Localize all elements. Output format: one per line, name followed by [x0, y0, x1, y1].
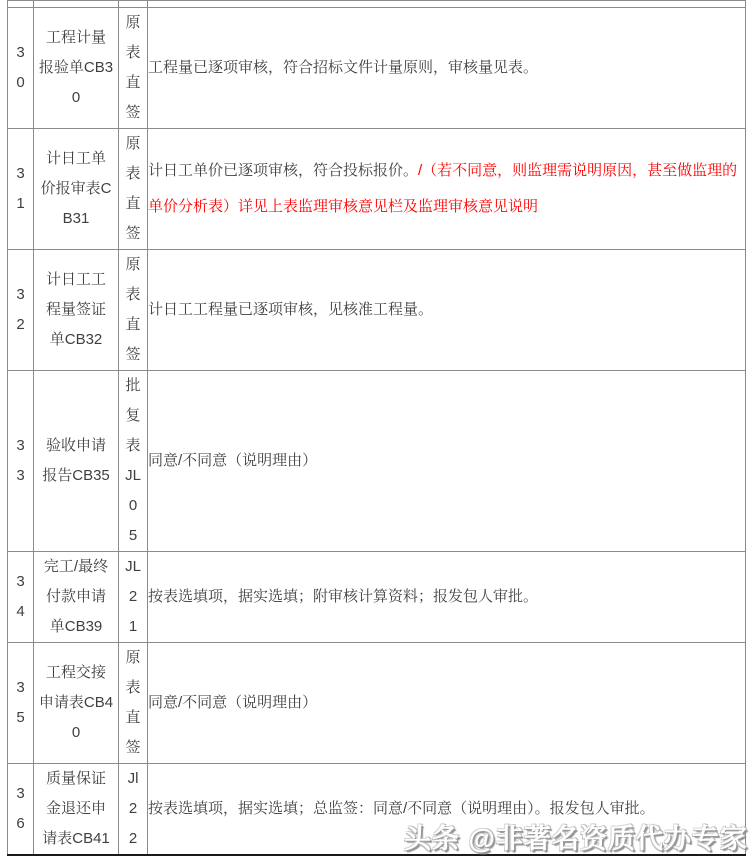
row-number-cell	[8, 8, 34, 129]
sign-type-line: 原	[125, 649, 141, 666]
sign-type-line: 签	[125, 104, 141, 121]
row-number-cell	[8, 764, 34, 856]
sign-type-line: 直	[125, 195, 141, 212]
review-comment-text: 同意/不同意（说明理由）	[148, 694, 318, 711]
sign-type-line: 原	[125, 256, 141, 273]
sign-type-line: 复	[125, 407, 141, 424]
form-name-line: 申请表CB4	[38, 694, 114, 711]
sign-type-line: 直	[125, 74, 141, 91]
sign-type-line: 表	[125, 437, 141, 454]
sign-type-line: 原	[125, 14, 141, 31]
form-name-cell	[34, 371, 119, 552]
sign-type-cell	[119, 764, 148, 856]
form-name-line: 价报审表C	[40, 180, 112, 197]
row-number-line: 4	[16, 603, 25, 620]
sign-type-line: 5	[128, 527, 138, 544]
sign-type-line: 原	[125, 135, 141, 152]
form-review-table	[7, 0, 746, 856]
row-number-line: 3	[16, 44, 25, 61]
row-number-line: 6	[16, 815, 25, 832]
review-comment-text: 按表选填项，据实选填；附审核计算资料；报发包人审批。	[148, 588, 539, 605]
sign-type-cell	[119, 371, 148, 552]
form-name-line: 工程交接	[45, 664, 106, 681]
sign-type-line: 0	[128, 497, 138, 514]
sign-type-line: 表	[125, 679, 141, 696]
form-name-cell	[34, 250, 119, 371]
form-name-line: 付款申请	[45, 588, 106, 605]
sign-type-line: 直	[125, 316, 141, 333]
form-name-line: 单CB39	[49, 618, 103, 635]
row-number-line: 2	[16, 316, 25, 333]
sign-type-line: 表	[125, 165, 141, 182]
empty-cell	[119, 1, 148, 8]
sign-type-line: 1	[128, 618, 138, 635]
review-comment-cell	[148, 371, 746, 552]
table-row	[8, 250, 746, 371]
sign-type-cell	[119, 250, 148, 371]
sign-type-line: Jl	[127, 770, 139, 787]
row-number-cell	[8, 250, 34, 371]
form-name-cell	[34, 552, 119, 643]
row-number-cell	[8, 129, 34, 250]
review-comment-red-text: /（若不同意，则监理需说明原因，甚至做监理的单价分析表）详见上表监理审核意见栏及监理审核意见说明	[148, 162, 738, 215]
sign-type-line: 签	[125, 346, 141, 363]
empty-cell	[8, 1, 34, 8]
review-comment-cell	[148, 552, 746, 643]
form-name-cell	[34, 8, 119, 129]
review-comment-text: 按表选填项，据实选填；总监签：同意/不同意（说明理由）。报发包人审批。	[148, 800, 655, 817]
form-name-line: 工程计量	[45, 29, 106, 46]
sign-type-line: 2	[128, 830, 138, 847]
form-name-line: 单CB32	[49, 331, 103, 348]
watermark	[404, 817, 748, 856]
table-row	[8, 8, 746, 129]
table-row	[8, 129, 746, 250]
row-number-line: 5	[16, 709, 25, 726]
row-number-line: 0	[16, 74, 25, 91]
empty-cell	[148, 1, 746, 8]
review-comment-text: 计日工工程量已逐项审核，见核准工程量。	[148, 301, 434, 318]
form-name-line: 请表CB41	[42, 830, 110, 847]
row-number-line: 3	[16, 286, 25, 303]
row-number-line: 3	[16, 679, 25, 696]
form-name-line: 计日工工	[45, 271, 106, 288]
table-row	[8, 643, 746, 764]
table-row-continued	[8, 1, 746, 8]
table-row	[8, 552, 746, 643]
sign-type-line: 批	[125, 377, 141, 394]
sign-type-line: 直	[125, 709, 141, 726]
sign-type-cell	[119, 129, 148, 250]
sign-type-line: JL	[125, 467, 141, 484]
sign-type-line: 2	[128, 588, 138, 605]
form-name-line: 质量保证	[45, 770, 106, 787]
review-comment-text: 同意/不同意（说明理由）	[148, 452, 318, 469]
sign-type-cell	[119, 8, 148, 129]
review-comment-text: 计日工单价已逐项审核，符合投标报价。	[148, 162, 419, 179]
form-name-line: 完工/最终	[43, 558, 109, 575]
form-name-cell	[34, 764, 119, 856]
row-number-cell	[8, 552, 34, 643]
sign-type-line: 表	[125, 44, 141, 61]
form-name-line: 金退还申	[45, 800, 106, 817]
form-name-line: 0	[71, 724, 81, 741]
review-comment-cell	[148, 8, 746, 129]
sign-type-cell	[119, 552, 148, 643]
row-number-line: 3	[16, 165, 25, 182]
sign-type-line: 2	[128, 800, 138, 817]
form-name-line: 0	[71, 89, 81, 106]
sign-type-line: 签	[125, 739, 141, 756]
review-comment-cell	[148, 643, 746, 764]
sign-type-line: 表	[125, 286, 141, 303]
sign-type-line: 签	[125, 225, 141, 242]
form-name-line: 程量签证	[45, 301, 106, 318]
sign-type-line: JL	[125, 558, 141, 575]
row-number-line: 3	[16, 785, 25, 802]
row-number-line: 1	[16, 195, 25, 212]
table-row	[8, 371, 746, 552]
row-number-line: 3	[16, 467, 25, 484]
form-name-line: 报验单CB3	[38, 59, 114, 76]
watermark-text: 头条 @非著名资质代办专家	[404, 824, 748, 854]
form-name-line: 报告CB35	[42, 467, 110, 484]
row-number-cell	[8, 371, 34, 552]
sign-type-cell	[119, 643, 148, 764]
row-number-line: 3	[16, 437, 25, 454]
review-comment-text: 工程量已逐项审核，符合招标文件计量原则，审核量见表。	[148, 59, 539, 76]
form-name-cell	[34, 129, 119, 250]
row-number-cell	[8, 643, 34, 764]
form-name-line: 验收申请	[45, 437, 106, 454]
form-name-line: B31	[62, 210, 90, 227]
empty-cell	[34, 1, 119, 8]
form-name-cell	[34, 643, 119, 764]
review-comment-cell	[148, 250, 746, 371]
form-name-line: 计日工单	[45, 150, 106, 167]
row-number-line: 3	[16, 573, 25, 590]
review-comment-cell	[148, 129, 746, 250]
